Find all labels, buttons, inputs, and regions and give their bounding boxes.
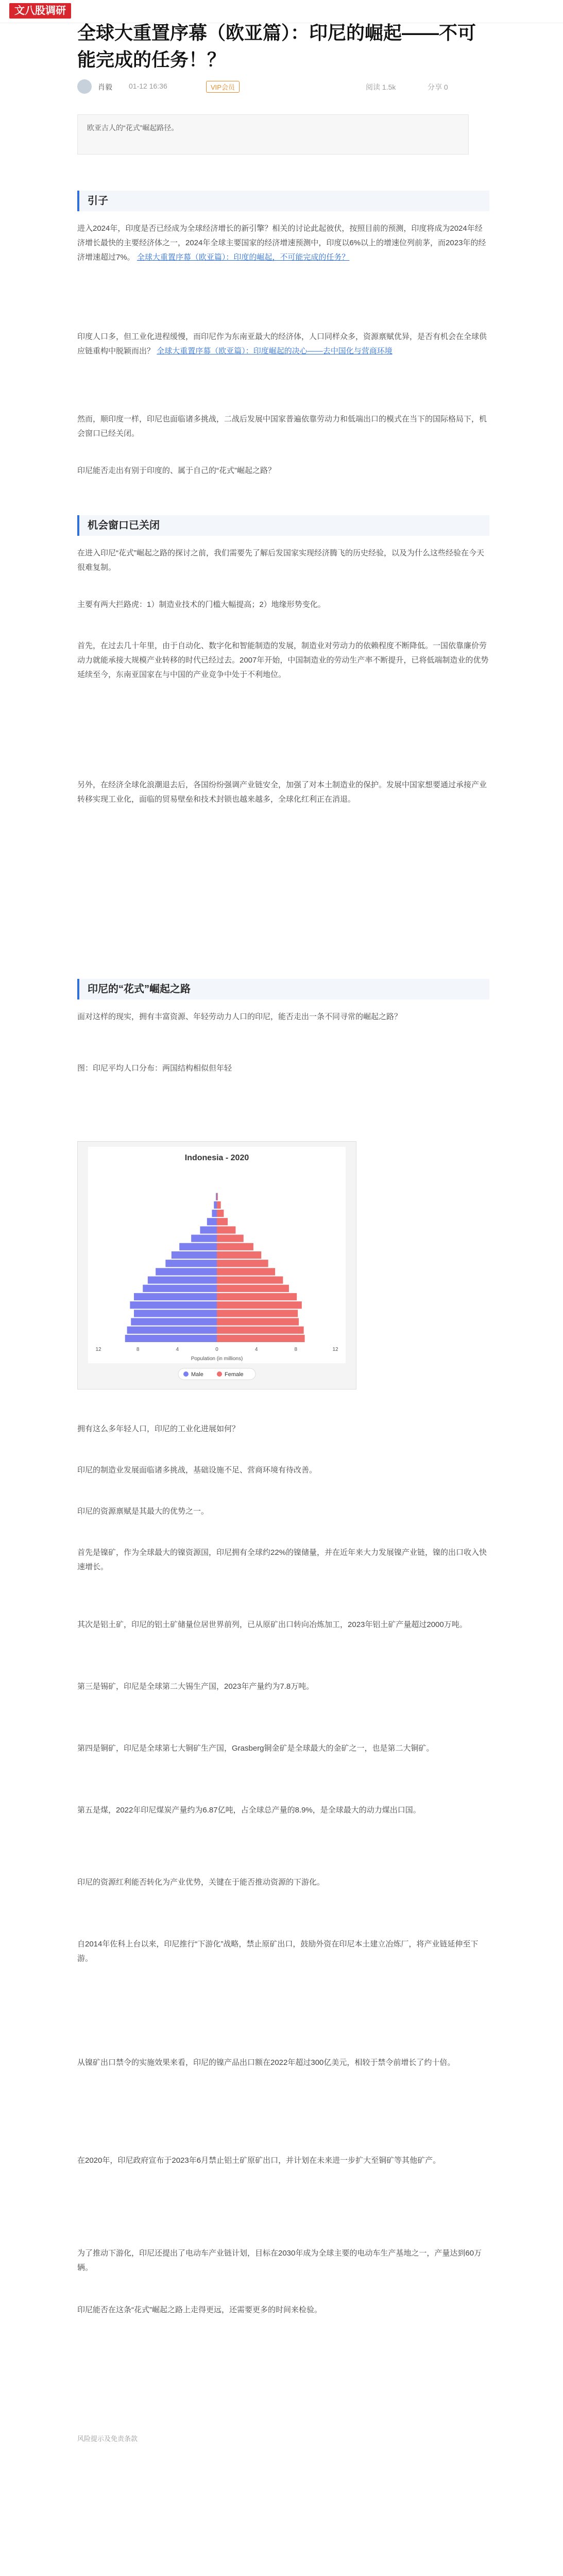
bar-female [217, 1251, 261, 1259]
article-summary: 欧亚古人的“花式”崛起路径。 [77, 114, 469, 155]
paragraph: 第五是煤，2022年印尼煤炭产量约为6.87亿吨，占全球总产量的8.9%，是全球最大的动力煤出口国。 [77, 1806, 421, 1815]
paragraph: 第四是铜矿，印尼是全球第七大铜矿生产国，Grasberg铜金矿是全球最大的金矿之一，也是第二大铜矿。 [77, 1744, 434, 1753]
paragraph: 第三是锡矿，印尼是全球第二大锡生产国，2023年产量约为7.8万吨。 [77, 1682, 314, 1691]
bar-female [217, 1210, 224, 1217]
bar-male [143, 1285, 217, 1292]
figure-caption: 图：印尼平均人口分布：两国结构相似但年轻 [77, 1064, 232, 1073]
article-link[interactable]: 全球大重置序幕（欧亚篇）：印度的崛起，不可能完成的任务？ [137, 253, 350, 262]
bar-male [125, 1335, 217, 1342]
bar-female [217, 1243, 253, 1250]
x-tick-label: 12 [95, 1347, 101, 1352]
paragraph: 面对这样的现实，拥有丰富资源、年轻劳动力人口的印尼，能否走出一条不同寻常的崛起之路？ [77, 1012, 402, 1021]
population-pyramid-chart [77, 1141, 356, 1389]
site-logo[interactable]: 文八股调研 [9, 3, 71, 19]
bar-female [217, 1226, 235, 1233]
paragraph: 在进入印尼“花式”崛起之路的探讨之前，我们需要先了解后发国家实现经济腾飞的历史经验，以及为什么这些经验在今天很难复制。 [77, 549, 484, 572]
bar-male [207, 1218, 217, 1225]
bar-male [191, 1235, 217, 1242]
x-tick-label: 8 [294, 1347, 298, 1352]
bar-male [172, 1251, 217, 1259]
bar-male [156, 1268, 217, 1275]
bar-male [131, 1318, 217, 1325]
bar-male [134, 1293, 217, 1300]
legend-male-swatch [183, 1371, 189, 1377]
bar-female [217, 1335, 305, 1342]
paragraph: 在2020年，印尼政府宣布于2023年6月禁止铝土矿原矿出口，并计划在未来进一步扩大至铜矿等其他矿产。 [77, 2156, 441, 2165]
x-tick-label: 12 [332, 1347, 338, 1352]
article-title: 全球大重置序幕（欧亚篇）：印尼的崛起——不可能完成的任务！？ [77, 22, 476, 70]
bar-female [217, 1327, 304, 1334]
bar-male [200, 1226, 217, 1233]
x-tick-label: 8 [136, 1347, 140, 1352]
disclaimer-link[interactable]: 风险提示及免责条款 [77, 2435, 138, 2443]
bar-male [148, 1276, 217, 1283]
paragraph: 印尼的资源禀赋是其最大的优势之一。 [77, 1507, 209, 1516]
bar-male [165, 1260, 217, 1267]
section-intro: 引子 [77, 191, 489, 211]
bar-female [217, 1276, 283, 1283]
author-name[interactable]: 肖毅 [98, 83, 112, 91]
paragraph: 自2014年佐科上台以来，印尼推行“下游化”战略，禁止原矿出口，鼓励外资在印尼本土建立冶炼厂，将产业链延伸至下游。 [77, 1940, 479, 1963]
population-pyramid-svg [78, 1142, 356, 1389]
bar-female [217, 1235, 244, 1242]
avatar[interactable] [77, 79, 92, 94]
paragraph: 印度人口多，但工业化进程缓慢，而印尼作为东南亚最大的经济体，人口同样众多，资源禀赋优异，是否有机会在全球供应链重构中脱颖而出？ 全球大重置序幕（欧亚篇）：印度崛起的决心——去中国化与营商环境 [77, 332, 487, 355]
bar-female [217, 1285, 289, 1292]
paragraph: 印尼的资源红利能否转化为产业优势，关键在于能否推动资源的下游化。 [77, 1878, 325, 1887]
paragraph: 其次是铝土矿，印尼的铝土矿储量位居世界前列，已从原矿出口转向冶炼加工，2023年铝土矿产量超过2000万吨。 [77, 1620, 467, 1629]
bar-male [216, 1193, 217, 1200]
bar-female [217, 1318, 299, 1325]
bar-female [217, 1193, 218, 1200]
paragraph: 另外，在经济全球化浪潮退去后，各国纷纷强调产业链安全，加强了对本土制造业的保护。发展中国家想要通过承接产业转移实现工业化，面临的贸易壁垒和技术封锁也越来越多，全球化红利正在消退。 [77, 781, 487, 804]
paragraph: 进入2024年，印度是否已经成为全球经济增长的新引擎？相关的讨论此起彼伏，按照目前的预测，印度将成为2024年经济增长最快的主要经济体之一，2024年全球主要国家的经济增速预测中，印度以6%以上的增速位列前茅，而2023年的经济增速超过7%。 全球大重置序幕（欧亚篇）：印度的崛起，不可能完成的任务？ [77, 224, 486, 262]
section-indonesia: 印尼的“花式”崛起之路 [77, 979, 489, 999]
x-tick-label: 0 [215, 1347, 218, 1352]
paragraph: 拥有这么多年轻人口，印尼的工业化进展如何？ [77, 1425, 240, 1433]
paragraph: 印尼能否在这条“花式”崛起之路上走得更远，还需要更多的时间来检验。 [77, 2306, 322, 2314]
bar-female [217, 1268, 275, 1275]
vip-badge: VIP会员 [206, 81, 240, 93]
share-count: 分享 0 [428, 83, 448, 91]
bar-male [214, 1201, 217, 1209]
legend-female-swatch [217, 1371, 222, 1377]
paragraph: 印尼的制造业发展面临诸多挑战，基础设施不足、营商环境有待改善。 [77, 1466, 317, 1475]
bar-female [217, 1293, 297, 1300]
paragraph: 为了推动下游化，印尼还提出了电动车产业链计划，目标在2030年成为全球主要的电动车生产基地之一，产量达到60万辆。 [77, 2249, 482, 2272]
bar-male [179, 1243, 217, 1250]
bar-male [134, 1310, 217, 1317]
paragraph: 首先，在过去几十年里，由于自动化、数字化和智能制造的发展，制造业对劳动力的依赖程度不断降低。一国依靠廉价劳动力就能承接大规模产业转移的时代已经过去。2007年开始，中国制造业的劳动生产率不断提升，已将低端制造业的优势延续至今，东南亚国家在与中国的产业竞争中处于不利地位。 [77, 641, 489, 679]
article-meta [77, 77, 489, 98]
paragraph: 主要有两大拦路虎：1）制造业技术的门槛大幅提高；2）地缘形势变化。 [77, 600, 326, 609]
bar-female [217, 1310, 298, 1317]
bar-male [127, 1327, 217, 1334]
article-link[interactable]: 全球大重置序幕（欧亚篇）：印度崛起的决心——去中国化与营商环境 [157, 347, 393, 355]
chart-title: Indonesia - 2020 [184, 1154, 249, 1162]
bar-male [212, 1210, 217, 1217]
bar-female [217, 1218, 228, 1225]
bar-female [217, 1201, 221, 1209]
section-window: 机会窗口已关闭 [77, 515, 489, 536]
publish-time: 01-12 16:36 [129, 82, 167, 90]
paragraph: 印尼能否走出有别于印度的、属于自己的“花式”崛起之路？ [77, 466, 276, 475]
x-tick-label: 4 [254, 1347, 258, 1352]
bar-male [130, 1301, 217, 1309]
paragraph: 首先是镍矿，作为全球最大的镍资源国，印尼拥有全球约22%的镍储量，并在近年来大力发展镍产业链，镍的出口收入快速增长。 [77, 1548, 487, 1571]
legend-female-label: Female [225, 1371, 244, 1378]
bar-female [217, 1301, 302, 1309]
x-tick-label: 4 [176, 1347, 179, 1352]
paragraph: 然而，顺印度一样，印尼也面临诸多挑战，二战后发展中国家普遍依靠劳动力和低端出口的模式在当下的国际格局下，机会窗口已经关闭。 [77, 415, 487, 438]
bar-female [217, 1260, 268, 1267]
read-count: 阅读 1.5k [366, 83, 396, 91]
paragraph: 从镍矿出口禁令的实施效果来看，印尼的镍产品出口额在2022年超过300亿美元，相较于禁令前增长了约十倍。 [77, 2058, 455, 2067]
x-axis-label: Population (in millions) [191, 1356, 243, 1362]
legend-male-label: Male [191, 1371, 203, 1378]
